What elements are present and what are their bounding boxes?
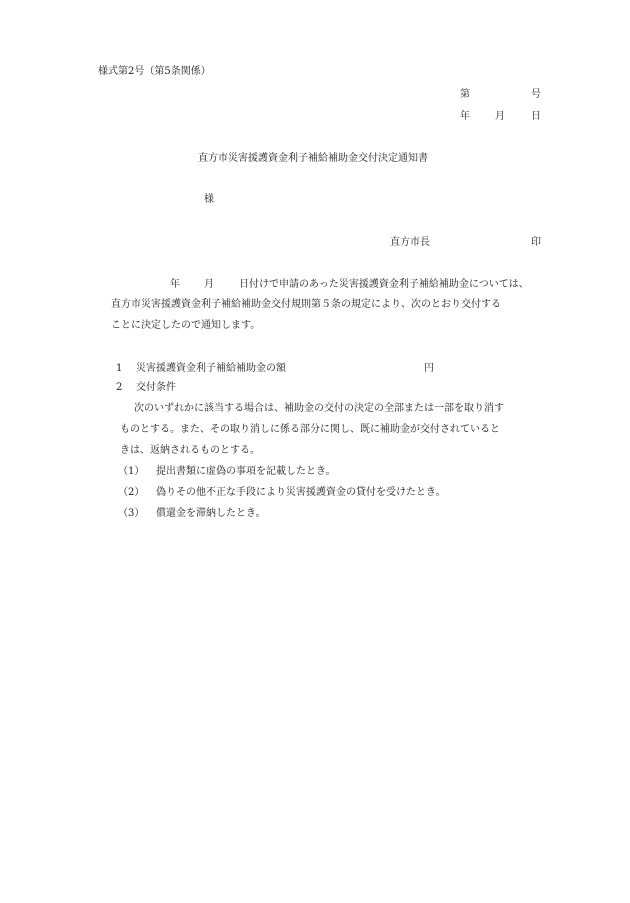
condition-1-number: （1） [118, 466, 145, 477]
condition-3-text: 償還金を滞納したとき。 [156, 508, 266, 519]
condition-1-text: 提出書類に虚偽の事項を記載したとき。 [156, 466, 336, 477]
date-day: 日 [531, 111, 541, 122]
body-line2: 直方市災害援護資金利子補給補助金交付規則第５条の規定により、次のとおり交付する [111, 299, 501, 310]
item1-label: 災害援護資金利子補給補助金の額 [136, 363, 286, 374]
condition-2-number: （2） [118, 487, 145, 498]
doc-number-dai: 第 [460, 89, 470, 100]
form-label: 様式第2号（第5条関係） [98, 66, 211, 77]
condition-para-line2: ものとする。また、その取り消しに係る部分に関し、既に補助金が交付されていると [120, 424, 500, 435]
item2-number: 2 [116, 382, 123, 393]
body-line1-rest: 日付けで申請のあった災害援護資金利子補給補助金については、 [239, 279, 529, 290]
condition-2-text: 偽りその他不正な手段により災害援護資金の貸付を受けたとき。 [156, 487, 446, 498]
condition-para-line1: 次のいずれかに該当する場合は、補助金の交付の決定の全部または一部を取り消す [134, 403, 504, 414]
condition-para-line3: きは、返納されるものとする。 [120, 445, 260, 456]
body-month: 月 [204, 279, 214, 290]
body-line3: ことに決定したので通知します。 [111, 320, 261, 331]
date-year: 年 [460, 111, 470, 122]
addressee-suffix: 様 [204, 194, 214, 205]
doc-number-go: 号 [531, 89, 541, 100]
date-month: 月 [495, 111, 505, 122]
item2-label: 交付条件 [136, 382, 176, 393]
issuer-name: 直方市長 [390, 237, 430, 248]
item1-unit: 円 [424, 363, 434, 374]
body-year: 年 [170, 279, 180, 290]
seal-mark: 印 [531, 237, 541, 248]
item1-number: 1 [116, 363, 123, 374]
document-title: 直方市災害援護資金利子補給補助金交付決定通知書 [198, 153, 428, 164]
condition-3-number: （3） [118, 508, 145, 519]
